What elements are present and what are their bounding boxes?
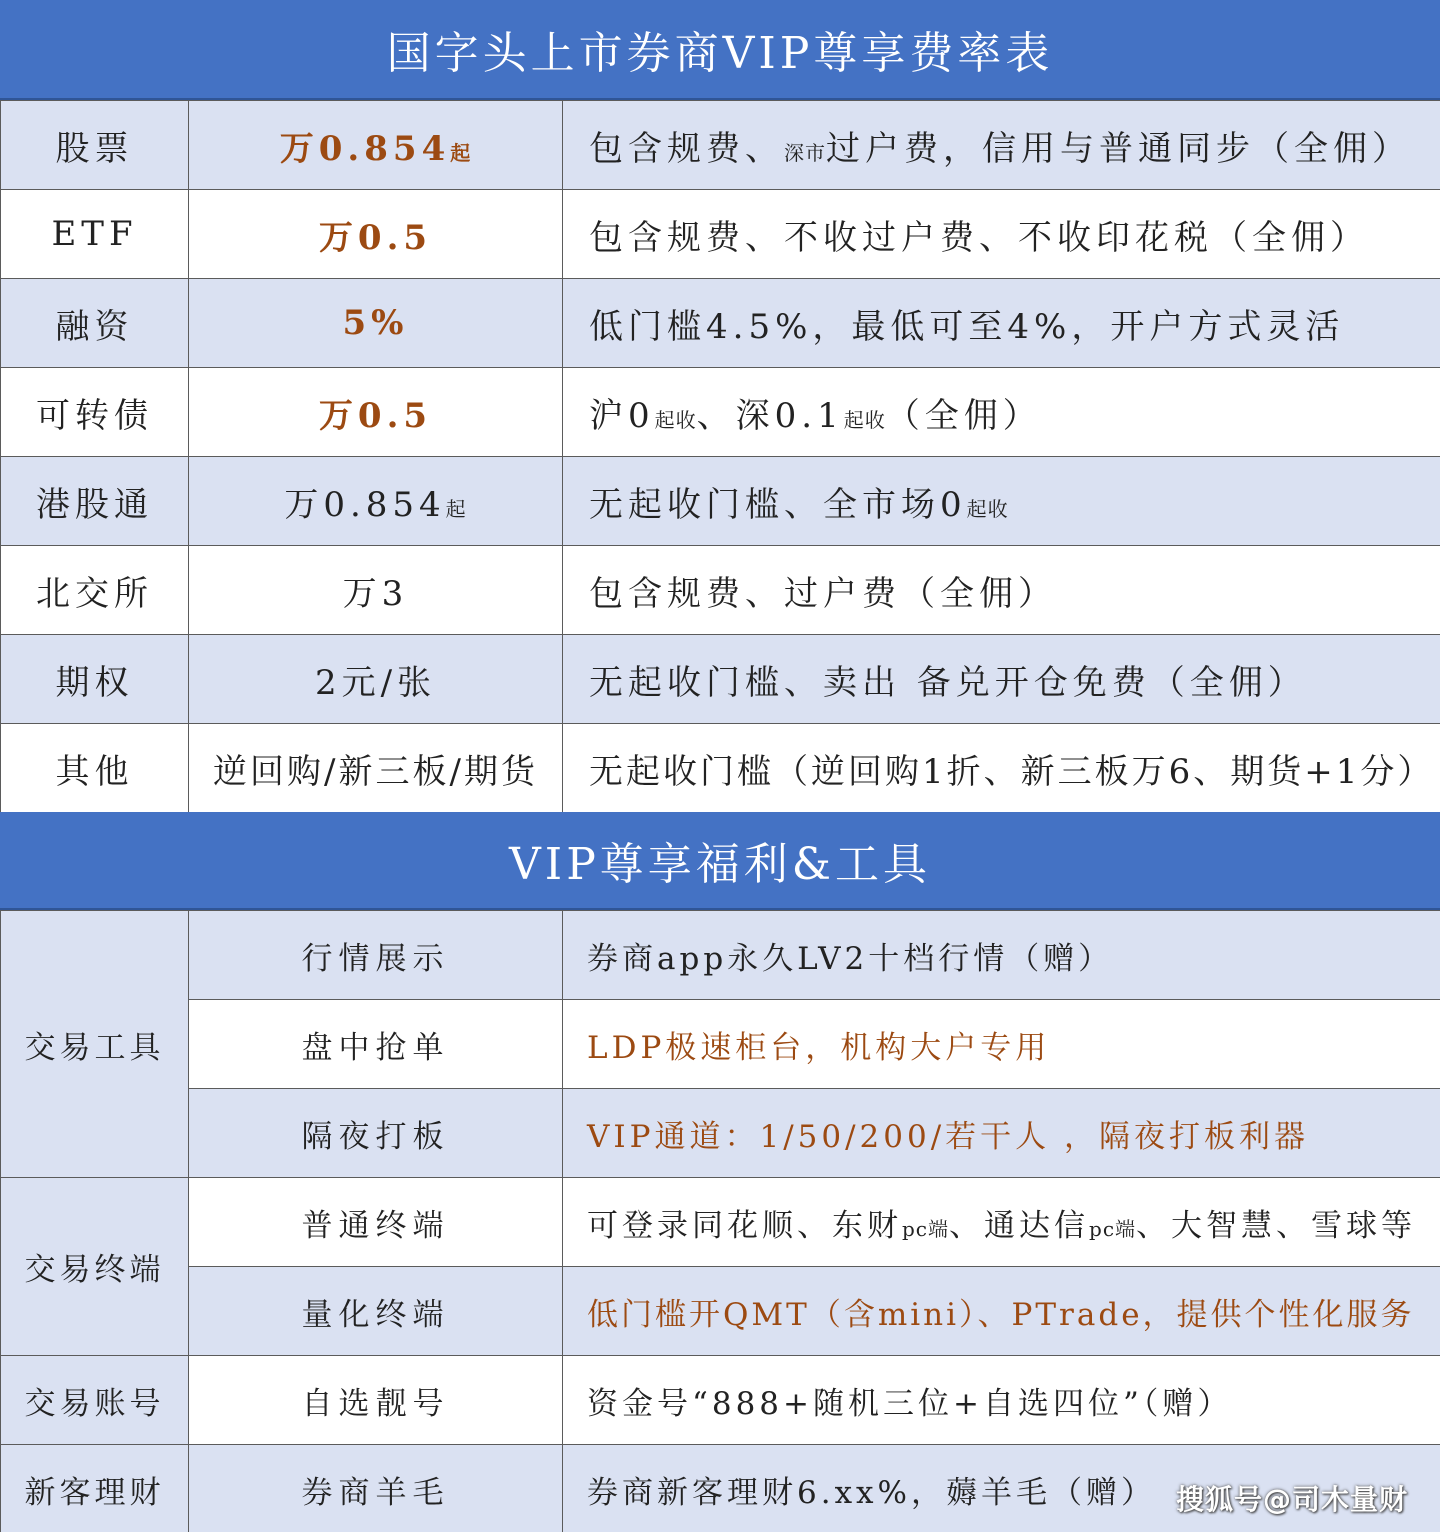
table-row	[1, 279, 1440, 368]
category-cell: 交易工具	[1, 911, 189, 1178]
category-cell: 交易账号	[1, 1356, 189, 1445]
fee-description: 包含规费、深市过户费，信用与普通同步（全佣）	[563, 101, 1440, 190]
category-cell: 新客理财	[1, 1445, 189, 1532]
table-row	[1, 1089, 1440, 1178]
fee-description: 包含规费、过户费（全佣）	[563, 546, 1440, 635]
item-name: 行情展示	[189, 911, 563, 1000]
row-name: 北交所	[1, 546, 189, 635]
table-row	[1, 457, 1440, 546]
fee-table	[0, 100, 1440, 813]
table-row	[1, 724, 1440, 813]
item-description: 券商新客理财6.xx%，薅羊毛（赠）	[563, 1445, 1440, 1532]
item-description: VIP通道：1/50/200/若干人 ，隔夜打板利器	[563, 1089, 1440, 1178]
fee-description: 低门槛4.5%，最低可至4%，开户方式灵活	[563, 279, 1440, 368]
benefits-table-title: VIP尊享福利&工具	[0, 812, 1440, 910]
fee-table-title: 国字头上市券商VIP尊享费率表	[0, 0, 1440, 100]
row-name: 可转债	[1, 368, 189, 457]
item-name: 量化终端	[189, 1267, 563, 1356]
fee-description: 无起收门槛、全市场0起收	[563, 457, 1440, 546]
item-name: 普通终端	[189, 1178, 563, 1267]
row-name: 港股通	[1, 457, 189, 546]
table-row	[1, 1267, 1440, 1356]
table-row	[1, 546, 1440, 635]
table-row	[1, 101, 1440, 190]
fee-value: 万0.854起	[189, 457, 563, 546]
table-row	[1, 368, 1440, 457]
row-name: 期权	[1, 635, 189, 724]
fee-value: 万0.5	[189, 190, 563, 279]
row-name: 股票	[1, 101, 189, 190]
fee-description: 无起收门槛、卖出 备兑开仓免费（全佣）	[563, 635, 1440, 724]
fee-description: 无起收门槛（逆回购1折、新三板万6、期货+1分）	[563, 724, 1440, 813]
item-name: 自选靓号	[189, 1356, 563, 1445]
row-name: 其他	[1, 724, 189, 813]
fee-value: 2元/张	[189, 635, 563, 724]
row-name: 融资	[1, 279, 189, 368]
table-row	[1, 1356, 1440, 1445]
row-name: ETF	[1, 190, 189, 279]
item-description: 可登录同花顺、东财pc端、通达信pc端、大智慧、雪球等	[563, 1178, 1440, 1267]
item-name: 盘中抢单	[189, 1000, 563, 1089]
watermark: 搜狐号@司木量财	[1175, 1483, 1408, 1516]
table-row	[1, 190, 1440, 279]
category-cell: 交易终端	[1, 1178, 189, 1356]
fee-value: 5%	[189, 279, 563, 368]
item-description: 低门槛开QMT（含mini）、PTrade，提供个性化服务	[563, 1267, 1440, 1356]
item-name: 券商羊毛	[189, 1445, 563, 1532]
table-row	[1, 635, 1440, 724]
table-row	[1, 1178, 1440, 1267]
table-row	[1, 911, 1440, 1000]
table-row	[1, 1000, 1440, 1089]
fee-description: 沪0起收、深0.1起收（全佣）	[563, 368, 1440, 457]
item-description: 资金号“888+随机三位+自选四位”（赠）	[563, 1356, 1440, 1445]
fee-value: 万0.854起	[189, 101, 563, 190]
fee-value: 万0.5	[189, 368, 563, 457]
fee-description: 包含规费、不收过户费、不收印花税（全佣）	[563, 190, 1440, 279]
item-description: 券商app永久LV2十档行情（赠）	[563, 911, 1440, 1000]
fee-value: 逆回购/新三板/期货	[189, 724, 563, 813]
item-name: 隔夜打板	[189, 1089, 563, 1178]
item-description: LDP极速柜台，机构大户专用	[563, 1000, 1440, 1089]
benefits-table	[0, 910, 1440, 1532]
fee-value: 万3	[189, 546, 563, 635]
